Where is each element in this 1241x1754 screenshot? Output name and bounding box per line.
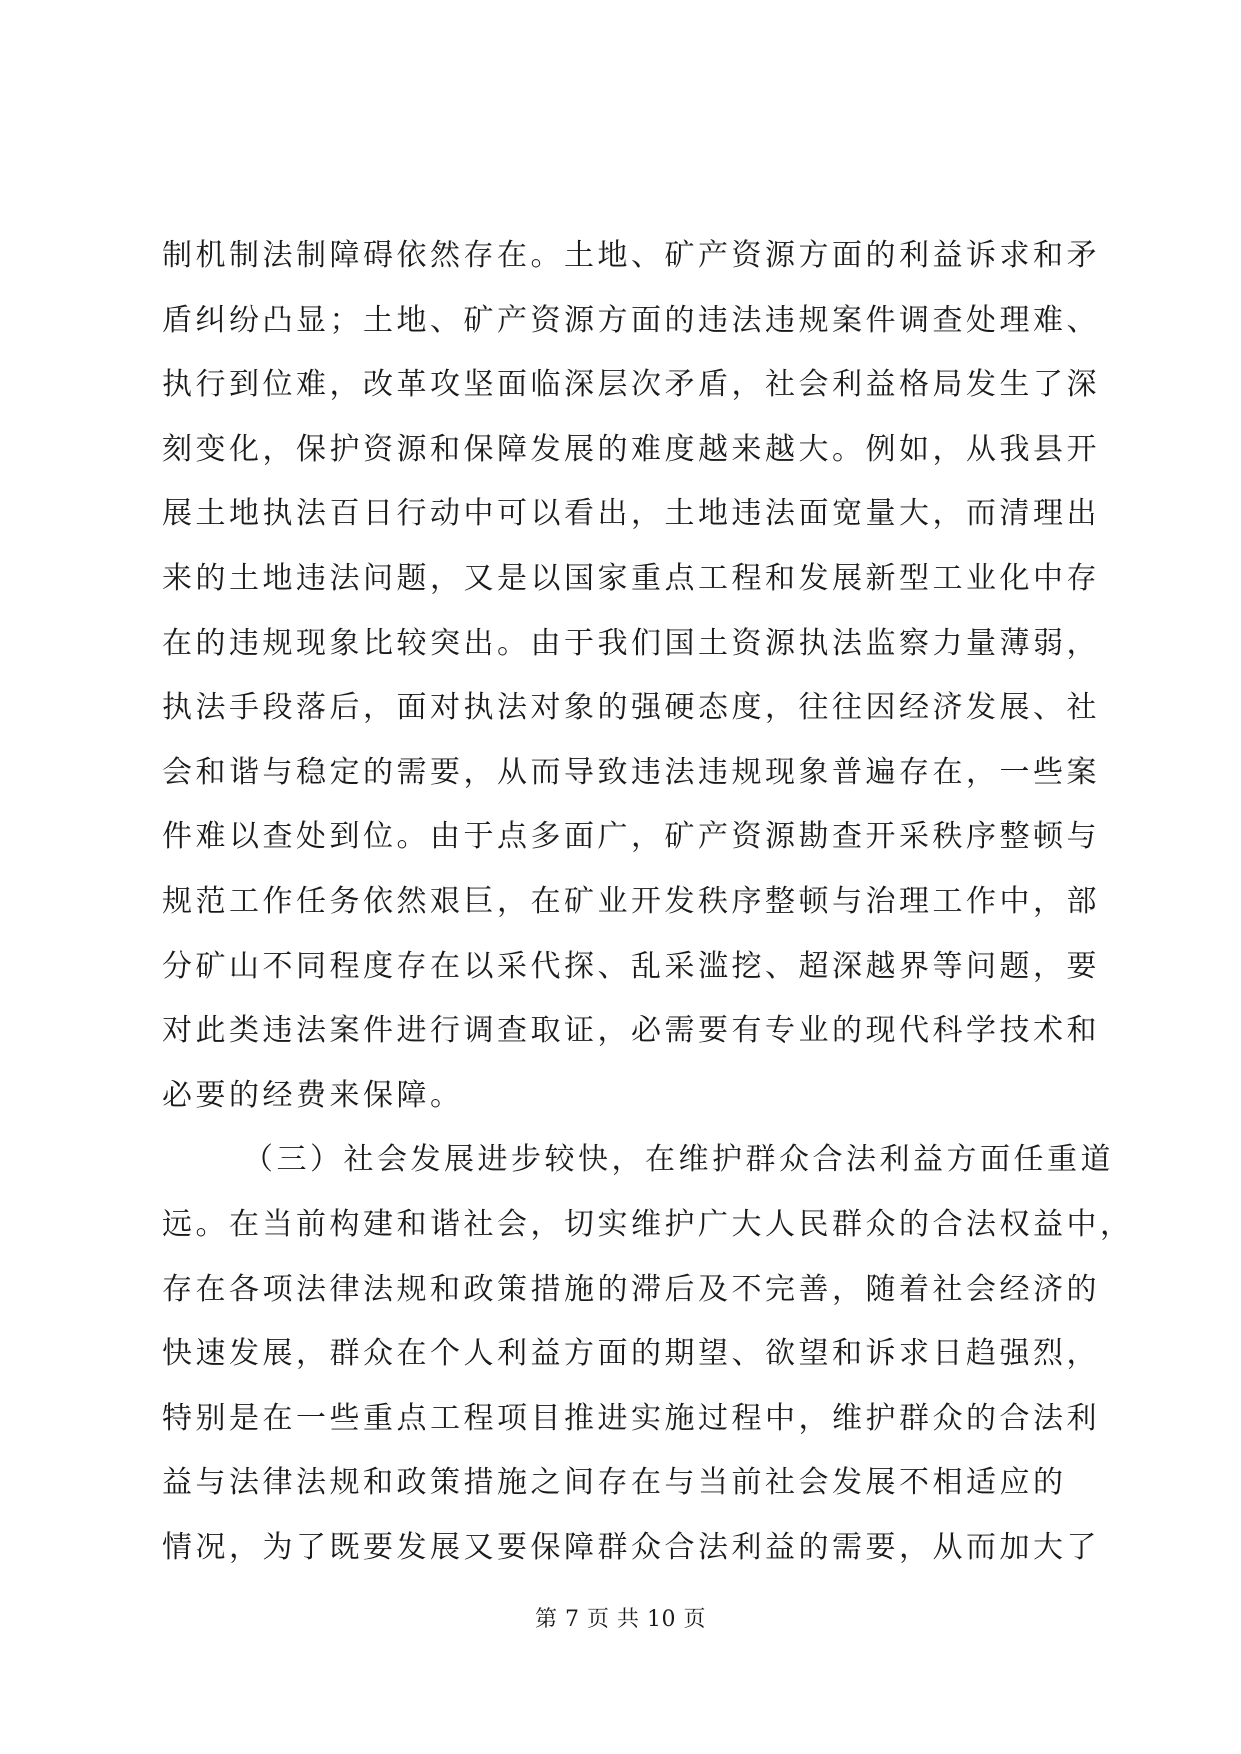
text-line: 制机制法制障碍依然存在。土地、矿产资源方面的利益诉求和矛: [162, 238, 1100, 273]
text-line: 存在各项法律法规和政策措施的滞后及不完善，随着社会经济的: [162, 1271, 1100, 1307]
text-line: 来的土地违法问题，又是以国家重点工程和发展新型工业化中存: [162, 560, 1100, 596]
text-line: 展土地执法百日行动中可以看出，土地违法面宽量大，而清理出: [162, 496, 1100, 532]
text-line: 特别是在一些重点工程项目推进实施过程中，维护群众的合法利: [162, 1400, 1100, 1436]
text-line: 盾纠纷凸显；土地、矿产资源方面的违法违规案件调查处理难、: [162, 302, 1100, 338]
text-line: 规范工作任务依然艰巨，在矿业开发秩序整顿与治理工作中，部: [162, 883, 1100, 919]
text-line: 必要的经费来保障。: [162, 1077, 464, 1113]
text-line: 在的违规现象比较突出。由于我们国土资源执法监察力量薄弱，: [162, 625, 1100, 661]
text-line: 分矿山不同程度存在以采代探、乱采滥挖、超深越界等问题，要: [162, 948, 1100, 984]
text-line: 快速发展，群众在个人利益方面的期望、欲望和诉求日趋强烈，: [162, 1336, 1100, 1372]
text-line: 对此类违法案件进行调查取证，必需要有专业的现代科学技术和: [162, 1013, 1100, 1049]
text-line: 远。在当前构建和谐社会，切实维护广大人民群众的合法权益中，: [162, 1206, 1134, 1242]
text-line: 执行到位难，改革攻坚面临深层次矛盾，社会利益格局发生了深: [162, 367, 1100, 403]
page-number-footer: 第 7 页 共 10 页: [535, 1607, 706, 1632]
text-line: 会和谐与稳定的需要，从而导致违法违规现象普遍存在，一些案: [162, 754, 1100, 790]
section-heading-line: （三）社会发展进步较快，在维护群众合法利益方面任重道: [243, 1142, 1114, 1178]
text-line: 益与法律法规和政策措施之间存在与当前社会发展不相适应的: [162, 1465, 1067, 1501]
document-body: [162, 224, 1134, 1580]
text-line: 刻变化，保护资源和保障发展的难度越来越大。例如，从我县开: [162, 431, 1100, 467]
text-line: 执法手段落后，面对执法对象的强硬态度，往往因经济发展、社: [162, 690, 1100, 726]
text-line: 情况，为了既要发展又要保障群众合法利益的需要，从而加大了: [162, 1529, 1100, 1565]
text-line: 件难以查处到位。由于点多面广，矿产资源勘查开采秩序整顿与: [162, 819, 1100, 855]
